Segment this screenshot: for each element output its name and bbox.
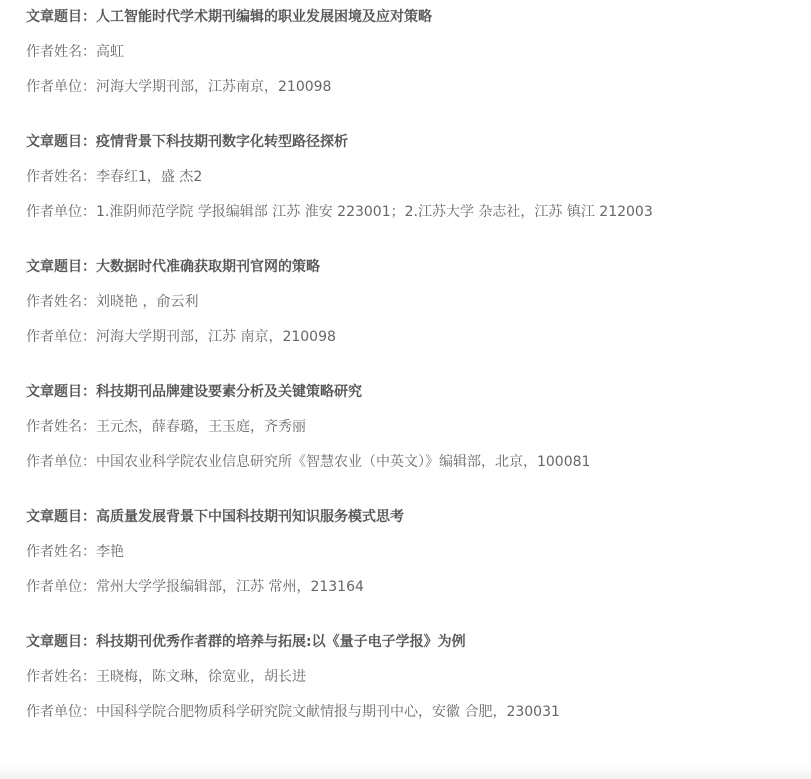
divider-space: [26, 230, 796, 250]
article-affiliation: 作者单位：中国科学院合肥物质科学研究院文献情报与期刊中心，安徽 合肥，230031: [26, 704, 560, 720]
article-affiliation: 作者单位：1.淮阴师范学院 学报编辑部 江苏 淮安 223001；2.江苏大学 杂志社，江苏 镇江 212003: [26, 204, 653, 220]
article-affiliation: 作者单位：中国农业科学院农业信息研究所《智慧农业（中英文）》编辑部，北京，100081: [26, 454, 591, 470]
article-entry: [26, 0, 796, 105]
article-authors: 作者姓名：李艳: [26, 544, 124, 560]
article-entry: [26, 375, 796, 480]
article-affiliation: 作者单位：河海大学期刊部，江苏南京，210098: [26, 79, 332, 95]
article-affiliation: 作者单位：河海大学期刊部，江苏 南京，210098: [26, 329, 336, 345]
article-title: 文章题目：高质量发展背景下中国科技期刊知识服务模式思考: [26, 509, 404, 525]
bottom-fade: [0, 765, 811, 779]
article-authors: 作者姓名：高虹: [26, 44, 124, 60]
article-authors: 作者姓名：王元杰，薛春璐，王玉庭，齐秀丽: [26, 419, 306, 435]
article-entry: [26, 250, 796, 355]
divider-space: [26, 105, 796, 125]
article-authors: 作者姓名：李春红1，盛 杰2: [26, 169, 203, 185]
article-authors: 作者姓名：王晓梅，陈文琳，徐宽业，胡长进: [26, 669, 306, 685]
article-title: 文章题目：科技期刊品牌建设要素分析及关键策略研究: [26, 384, 362, 400]
article-entry: [26, 625, 796, 730]
article-title: 文章题目：大数据时代准确获取期刊官网的策略: [26, 259, 320, 275]
article-authors: 作者姓名：刘晓艳 ，俞云利: [26, 294, 199, 310]
divider-space: [26, 605, 796, 625]
article-title: 文章题目：科技期刊优秀作者群的培养与拓展:以《量子电子学报》为例: [26, 634, 466, 650]
article-affiliation: 作者单位：常州大学学报编辑部，江苏 常州，213164: [26, 579, 364, 595]
article-title: 文章题目：人工智能时代学术期刊编辑的职业发展困境及应对策略: [26, 9, 432, 25]
divider-space: [26, 480, 796, 500]
article-entry: [26, 500, 796, 605]
divider-space: [26, 355, 796, 375]
article-title: 文章题目：疫情背景下科技期刊数字化转型路径探析: [26, 134, 348, 150]
article-entry: [26, 125, 796, 230]
article-list: [26, 0, 796, 730]
